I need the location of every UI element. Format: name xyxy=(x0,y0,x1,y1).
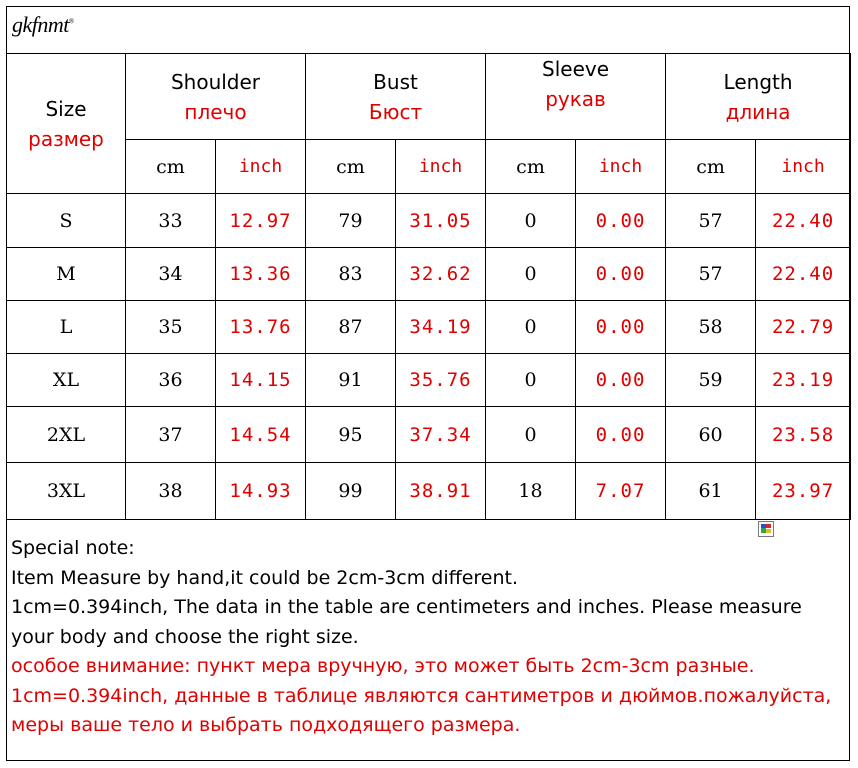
unit-inch: inch xyxy=(756,140,851,194)
inch-value-cell: 38.91 xyxy=(396,463,486,520)
table-row xyxy=(7,463,851,520)
shoulder-label-ru: плечо xyxy=(184,99,247,124)
size-header-cell xyxy=(7,54,126,194)
cm-value-cell: 87 xyxy=(306,301,396,354)
inch-value-cell: 23.58 xyxy=(756,407,851,463)
brand-name: gkfnmt xyxy=(12,12,69,37)
bust-label-en: Bust xyxy=(373,69,418,94)
cm-value-cell: 35 xyxy=(126,301,216,354)
unit-inch: inch xyxy=(216,140,306,194)
inch-value-cell: 22.40 xyxy=(756,194,851,248)
special-note xyxy=(11,534,849,741)
inch-value-cell: 23.19 xyxy=(756,354,851,407)
table-row xyxy=(7,301,851,354)
length-label-ru: длина xyxy=(725,99,791,124)
cm-value-cell: 0 xyxy=(486,354,576,407)
cm-value-cell: 34 xyxy=(126,248,216,301)
unit-cm: cm xyxy=(126,140,216,194)
registered-mark: ® xyxy=(68,17,74,26)
cm-value-cell: 0 xyxy=(486,407,576,463)
unit-cm: cm xyxy=(306,140,396,194)
cm-value-cell: 58 xyxy=(666,301,756,354)
note-line-ru: меры ваше тело и выбрать подходящего размера. xyxy=(11,714,521,736)
inch-value-cell: 34.19 xyxy=(396,301,486,354)
size-chart-table xyxy=(6,53,851,520)
size-cell: 2XL xyxy=(7,407,126,463)
inch-value-cell: 7.07 xyxy=(576,463,666,520)
cm-value-cell: 95 xyxy=(306,407,396,463)
unit-cm: cm xyxy=(486,140,576,194)
cm-value-cell: 0 xyxy=(486,301,576,354)
cm-value-cell: 57 xyxy=(666,248,756,301)
size-header-ru: размер xyxy=(28,126,104,151)
inch-value-cell: 35.76 xyxy=(396,354,486,407)
inch-value-cell: 0.00 xyxy=(576,354,666,407)
sleeve-label-en: Sleeve xyxy=(542,57,610,81)
cm-value-cell: 33 xyxy=(126,194,216,248)
cm-value-cell: 38 xyxy=(126,463,216,520)
note-line-ru: 1cm=0.394inch, данные в таблице являются сантиметров и дюймов.пожалуйста, xyxy=(11,684,832,707)
size-cell: S xyxy=(7,194,126,248)
inch-value-cell: 0.00 xyxy=(576,407,666,463)
cm-value-cell: 37 xyxy=(126,407,216,463)
inch-value-cell: 13.76 xyxy=(216,301,306,354)
inch-value-cell: 37.34 xyxy=(396,407,486,463)
unit-header-row xyxy=(7,140,851,194)
size-cell: XL xyxy=(7,354,126,407)
bust-header xyxy=(306,54,486,140)
inch-value-cell: 22.79 xyxy=(756,301,851,354)
cm-value-cell: 18 xyxy=(486,463,576,520)
note-line: 1cm=0.394inch, The data in the table are centimeters and inches. Please measure xyxy=(11,596,802,618)
length-header xyxy=(666,54,851,140)
size-header-en: Size xyxy=(45,96,87,121)
inch-value-cell: 14.15 xyxy=(216,354,306,407)
cm-value-cell: 0 xyxy=(486,194,576,248)
inch-value-cell: 0.00 xyxy=(576,301,666,354)
cm-value-cell: 83 xyxy=(306,248,396,301)
size-cell: M xyxy=(7,248,126,301)
size-rows xyxy=(7,194,851,520)
cm-value-cell: 0 xyxy=(486,248,576,301)
inch-value-cell: 23.97 xyxy=(756,463,851,520)
cm-value-cell: 99 xyxy=(306,463,396,520)
sleeve-header xyxy=(486,54,666,140)
note-line: your body and choose the right size. xyxy=(11,625,359,648)
sleeve-label-ru: рукав xyxy=(545,87,606,111)
inch-value-cell: 13.36 xyxy=(216,248,306,301)
length-label-en: Length xyxy=(723,69,793,94)
cm-value-cell: 57 xyxy=(666,194,756,248)
unit-inch: inch xyxy=(396,140,486,194)
inch-value-cell: 32.62 xyxy=(396,248,486,301)
table-row xyxy=(7,194,851,248)
inch-value-cell: 14.54 xyxy=(216,407,306,463)
note-line: Item Measure by hand,it could be 2cm-3cm different. xyxy=(11,566,519,589)
unit-inch: inch xyxy=(576,140,666,194)
inch-value-cell: 0.00 xyxy=(576,194,666,248)
cm-value-cell: 59 xyxy=(666,354,756,407)
brand-logo xyxy=(12,12,74,38)
note-line-ru: особое внимание: пункт мера вручную, это может быть 2cm-3cm разные. xyxy=(11,655,755,677)
cm-value-cell: 61 xyxy=(666,463,756,520)
cm-value-cell: 91 xyxy=(306,354,396,407)
inch-value-cell: 14.93 xyxy=(216,463,306,520)
table-row xyxy=(7,407,851,463)
shoulder-header xyxy=(126,54,306,140)
inch-value-cell: 12.97 xyxy=(216,194,306,248)
note-title: Special note: xyxy=(11,537,135,559)
inch-value-cell: 31.05 xyxy=(396,194,486,248)
group-header-row xyxy=(7,54,851,140)
table-row xyxy=(7,354,851,407)
bust-label-ru: Бюст xyxy=(368,99,423,124)
cm-value-cell: 79 xyxy=(306,194,396,248)
inch-value-cell: 0.00 xyxy=(576,248,666,301)
shoulder-label-en: Shoulder xyxy=(170,69,261,94)
cm-value-cell: 60 xyxy=(666,407,756,463)
inch-value-cell: 22.40 xyxy=(756,248,851,301)
table-row xyxy=(7,248,851,301)
cm-value-cell: 36 xyxy=(126,354,216,407)
unit-cm: cm xyxy=(666,140,756,194)
size-cell: 3XL xyxy=(7,463,126,520)
size-cell: L xyxy=(7,301,126,354)
